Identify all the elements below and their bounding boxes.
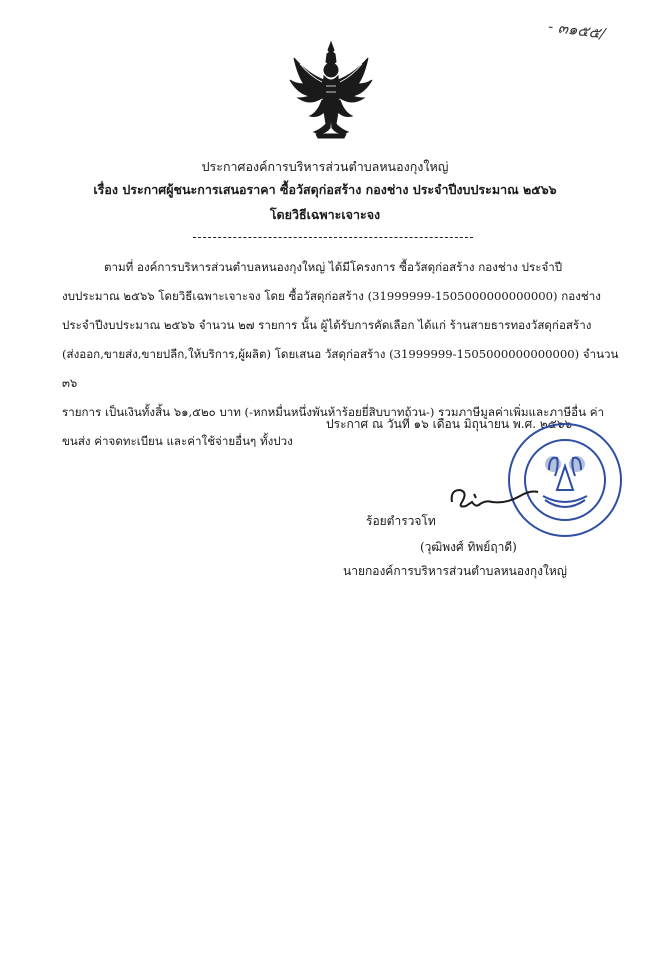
body-line: ตามที่ องค์การบริหารส่วนตำบลหนองกุงใหญ่ ได้มีโครงการ ซื้อวัสดุก่อสร้าง กองช่าง ประจำปี <box>104 260 563 274</box>
body-line: รายการ เป็นเงินทั้งสิ้น ๖๑,๕๒๐ บาท (-หกหมื่นหนึ่งพันห้าร้อยยี่สิบบาทถ้วน-) รวมภาษีมูลค่าเพิ่มและภาษีอื่น ค่า <box>62 405 604 419</box>
handwritten-note: - ๓๑๕๕/ <box>547 17 607 43</box>
announcement-title: ประกาศองค์การบริหารส่วนตำบลหนองกุงใหญ่ <box>201 159 449 174</box>
signatory-position: นายกองค์การบริหารส่วนตำบลหนองกุงใหญ่ <box>343 564 568 578</box>
signature-icon <box>446 480 556 520</box>
body-line: ขนส่ง ค่าจดทะเบียน และค่าใช้จ่ายอื่นๆ ทั้งปวง <box>62 434 293 448</box>
body-line: (ส่งออก,ขายส่ง,ขายปลีก,ให้บริการ,ผู้ผลิต) โดยเสนอ วัสดุก่อสร้าง (31999999-1505000000000000) จำนวน ๓๖ <box>62 347 619 390</box>
signatory-name: (วุฒิพงศ์ ทิพย์ฤาดี) <box>420 540 517 554</box>
body-line: ประจำปีงบประมาณ ๒๕๖๖ จำนวน ๒๗ รายการ นั้น ผู้ได้รับการคัดเลือก ได้แก่ ร้านสายธารทองวัสดุก่อสร้าง <box>62 318 592 332</box>
procurement-method: โดยวิธีเฉพาะเจาะจง <box>269 207 381 222</box>
separator-rule <box>193 237 473 238</box>
body-line: งบประมาณ ๒๕๖๖ โดยวิธีเฉพาะเจาะจง โดย ซื้อวัสดุก่อสร้าง (31999999-1505000000000000) กองช่าง <box>62 289 601 303</box>
announcement-date: ประกาศ ณ วันที่ ๑๖ เดือน มิถุนายน พ.ศ. ๒๕๖๖ <box>326 417 573 431</box>
garuda-emblem-icon <box>288 40 374 140</box>
signatory-rank: ร้อยตำรวจโท <box>366 514 436 528</box>
announcement-subject: เรื่อง ประกาศผู้ชนะการเสนอราคา ซื้อวัสดุก่อสร้าง กองช่าง ประจำปีงบประมาณ ๒๕๖๖ <box>93 182 557 197</box>
